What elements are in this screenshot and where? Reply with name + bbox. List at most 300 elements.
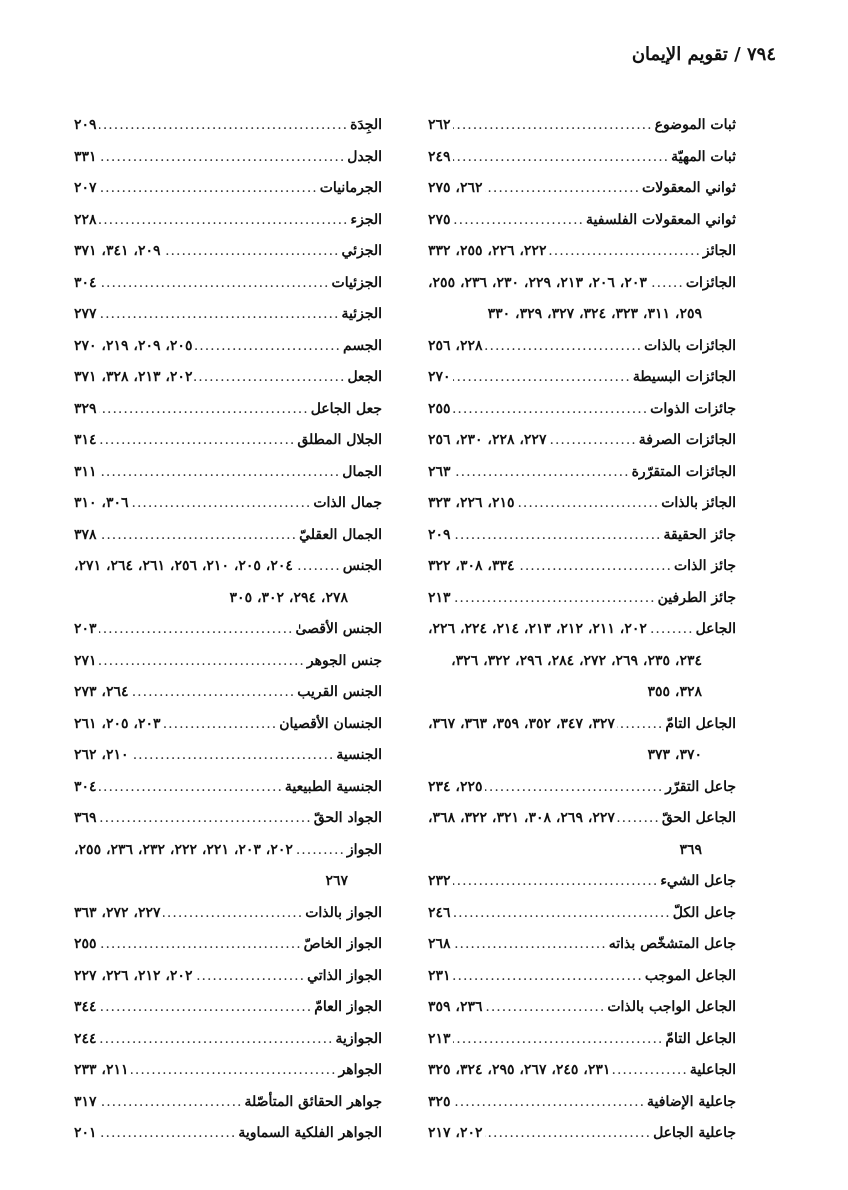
- index-page-numbers: ٣١١: [74, 463, 97, 480]
- dot-leader: [99, 394, 309, 426]
- index-page-numbers-continued: ٢٧٨، ٢٩٤، ٣٠٢، ٣٠٥: [229, 589, 348, 606]
- index-term: الجاعل التامّ: [665, 1030, 736, 1047]
- index-term: الجائز بالذات: [661, 495, 736, 511]
- index-page-numbers: ٣٧٨: [74, 526, 97, 543]
- index-entry: [428, 1118, 736, 1150]
- index-entry: [74, 236, 382, 268]
- dot-leader: [99, 992, 313, 1024]
- dot-leader: [548, 425, 636, 457]
- index-entry: [428, 488, 736, 520]
- index-term: جائز الحقيقة: [663, 526, 736, 543]
- dot-leader: [131, 1055, 337, 1087]
- dot-leader: [453, 205, 584, 237]
- dot-leader: [99, 299, 340, 331]
- index-entry-line: [74, 709, 382, 741]
- index-entry: [74, 425, 382, 457]
- dot-leader: [99, 268, 330, 300]
- index-entry: [74, 1087, 382, 1119]
- index-entry-line: [428, 772, 736, 804]
- index-page-numbers: ٢١٣: [428, 589, 451, 606]
- dot-leader: [163, 236, 340, 268]
- index-page-numbers: ٣٢٩: [74, 400, 97, 417]
- index-entry-line: [74, 520, 382, 552]
- index-entry: [428, 1024, 736, 1056]
- index-entry: [74, 740, 382, 772]
- index-term: الجاعل: [695, 621, 736, 637]
- index-entry-line: [428, 268, 736, 300]
- index-page-numbers: ٢٠١: [74, 1125, 97, 1141]
- dot-leader: [131, 740, 335, 772]
- dot-leader: [99, 205, 349, 237]
- index-page-numbers: ٣١٧: [74, 1093, 97, 1110]
- index-entry-line: [74, 929, 382, 961]
- index-entry: [428, 520, 736, 552]
- index-entry-line: [74, 1087, 382, 1119]
- index-term: الجعل: [347, 369, 382, 385]
- index-term: الجنسية الطبيعية: [284, 778, 382, 795]
- index-entry-line: [74, 772, 382, 804]
- index-entry-line: [74, 646, 382, 678]
- index-entry-line: [428, 1024, 736, 1056]
- index-entry-line: [74, 236, 382, 268]
- index-term: الجِدَة: [350, 117, 382, 133]
- index-entry-line: [428, 898, 736, 930]
- index-page-numbers: ٢٦٢: [428, 117, 451, 133]
- index-entry-line: [428, 1055, 736, 1087]
- index-entry-line: [428, 362, 736, 394]
- dot-leader: [453, 1024, 664, 1056]
- index-entry: [74, 992, 382, 1024]
- index-entry-line: [74, 961, 382, 993]
- dot-leader: [453, 583, 656, 615]
- index-entry: [428, 1055, 736, 1087]
- index-entry: [74, 1118, 382, 1150]
- index-page-numbers: ٢٠٢، ٢٠٣، ٢٢١، ٢٢٢، ٢٣٢، ٢٣٦، ٢٥٥،: [74, 841, 293, 858]
- index-entry-line: [74, 110, 382, 142]
- index-entry: [74, 110, 382, 142]
- index-entry: [428, 142, 736, 174]
- dot-leader: [453, 866, 659, 898]
- index-entry-line: [428, 551, 736, 583]
- index-term: الجاعل الحقّ: [661, 810, 736, 826]
- dot-leader: [453, 1087, 645, 1119]
- index-term: الجائزات الصرفة: [638, 432, 736, 448]
- index-term: الجائزات: [685, 274, 736, 291]
- index-entry: [74, 898, 382, 930]
- index-entry-line: [74, 1024, 382, 1056]
- index-term: الجاعلية: [689, 1062, 736, 1078]
- index-page-numbers: ٢٤٩: [428, 148, 451, 165]
- index-page-numbers: ٣٤٤: [74, 999, 97, 1015]
- index-page-numbers: ٢٠٣، ٢٠٦، ٢١٣، ٢٢٩، ٢٣٠، ٢٣٦، ٢٥٥،: [428, 274, 647, 291]
- index-page-numbers-continued: ٣٧٠، ٣٧٣: [647, 747, 702, 763]
- index-page-numbers: ٢٣٢: [428, 873, 451, 889]
- index-entry-line: [74, 1118, 382, 1150]
- dot-leader: [99, 646, 305, 678]
- index-term: جائز الطرفين: [657, 589, 736, 606]
- dot-leader: [163, 898, 304, 930]
- index-term: ثبات المهيّة: [671, 148, 736, 165]
- index-entry-line: [428, 394, 736, 426]
- index-entry: [74, 1024, 382, 1056]
- index-entry-line: [74, 394, 382, 426]
- dot-leader: [99, 142, 346, 174]
- index-term: ثواني المعقولات: [642, 180, 736, 196]
- index-page-numbers: ٢١٣: [428, 1030, 451, 1047]
- index-term: الجدل: [347, 148, 382, 165]
- dot-leader: [99, 1024, 334, 1056]
- index-entry-line: [428, 866, 736, 898]
- index-term: الجوازية: [335, 1030, 382, 1047]
- index-entry: [74, 142, 382, 174]
- dot-leader: [453, 520, 662, 552]
- dot-leader: [163, 709, 278, 741]
- index-page-numbers: ٢٠٢، ٢١٣، ٣٢٨، ٣٧١: [74, 369, 193, 385]
- index-entry: [74, 614, 382, 646]
- index-page-numbers-continued: ٢٥٩، ٣١١، ٣٢٣، ٣٢٤، ٣٢٧، ٣٢٩، ٣٣٠: [487, 306, 702, 322]
- index-page-numbers: ٢٧٠: [428, 369, 451, 385]
- dot-leader: [99, 425, 296, 457]
- index-entry-line: [74, 268, 382, 300]
- index-entry-line: [74, 551, 382, 583]
- index-term: الجاعل الواجب بالذات: [607, 999, 736, 1015]
- index-entry: [74, 1055, 382, 1087]
- index-page-numbers: ٣٣٤، ٣٠٨، ٣٢٢: [428, 558, 515, 574]
- dot-leader: [295, 835, 345, 867]
- index-entry: [74, 268, 382, 300]
- index-entry-line: [74, 898, 382, 930]
- index-term: الجواهر: [338, 1062, 382, 1078]
- index-entry-line: [428, 425, 736, 457]
- index-entry: [74, 551, 382, 614]
- index-entry: [428, 961, 736, 993]
- dot-leader: [194, 362, 345, 394]
- index-entry: [428, 551, 736, 583]
- index-term: الجنسية: [336, 747, 382, 763]
- index-page-numbers: ٢٢٨، ٢٥٦: [428, 337, 483, 354]
- index-page-numbers: ٣٦٩: [74, 810, 97, 826]
- dot-leader: [453, 394, 649, 426]
- index-term: الجائزات المتقرّرة: [631, 463, 736, 480]
- index-term: الجواز الذاتي: [307, 967, 382, 984]
- index-term: جاعل الكلّ: [672, 904, 736, 921]
- index-entry-line: [428, 929, 736, 961]
- dot-leader: [453, 142, 670, 174]
- index-term: الجواهر الفلكية السماوية: [238, 1125, 382, 1141]
- index-term: الجواز بالذات: [305, 904, 382, 921]
- dot-leader: [485, 173, 641, 205]
- index-term: الجزء: [350, 211, 382, 228]
- index-entry: [428, 929, 736, 961]
- index-term: الجائزات البسيطة: [632, 369, 736, 385]
- index-term: الجمال العقليّ: [299, 526, 382, 543]
- index-entry-line: [428, 142, 736, 174]
- dot-leader: [649, 614, 694, 646]
- index-entry-line: [74, 425, 382, 457]
- index-entry-line: [428, 520, 736, 552]
- index-term: جنس الجوهر: [306, 652, 382, 669]
- index-page-numbers-continued: ٢٦٧: [325, 873, 348, 889]
- index-entry: [428, 425, 736, 457]
- index-entry-line: [74, 205, 382, 237]
- index-page-numbers: ٣٠٦، ٣١٠: [74, 495, 129, 511]
- index-term: ثواني المعقولات الفلسفية: [586, 211, 736, 228]
- index-page-numbers: ٢٧٥: [428, 211, 451, 228]
- index-page-numbers: ٢٧٧: [74, 306, 97, 322]
- index-page-numbers: ٢٢٨: [74, 211, 97, 228]
- index-entry: [428, 173, 736, 205]
- index-entry: [428, 898, 736, 930]
- index-entry: [428, 614, 736, 709]
- dot-leader: [99, 1087, 243, 1119]
- index-entry-line: [74, 740, 382, 772]
- index-entry-line: [428, 488, 736, 520]
- dot-leader: [194, 961, 305, 993]
- index-entry: [74, 394, 382, 426]
- index-page-numbers: ٢٤٤: [74, 1030, 97, 1047]
- index-entry: [428, 457, 736, 489]
- index-page-numbers: ٣١٤: [74, 432, 97, 448]
- index-term: جاعلية الإضافية: [647, 1093, 736, 1110]
- index-term: الجواد الحقّ: [313, 810, 382, 826]
- index-entry-line: [74, 835, 382, 867]
- dot-leader: [99, 457, 341, 489]
- index-entry-line: [428, 331, 736, 363]
- dot-leader: [99, 520, 298, 552]
- index-page-numbers-continued: ٢٣٤، ٢٣٥، ٢٦٩، ٢٧٢، ٢٨٤، ٢٩٦، ٣٢٢، ٣٢٦،: [451, 652, 702, 669]
- index-entry-line: [428, 583, 736, 615]
- index-entry: [74, 929, 382, 961]
- dot-leader: [99, 803, 312, 835]
- index-term: الجسم: [343, 337, 382, 354]
- index-page-numbers: ٢٦٨: [428, 936, 451, 952]
- index-entry: [428, 709, 736, 772]
- index-page-numbers: ٢٣١، ٢٤٥، ٢٦٧، ٢٩٥، ٣٢٤، ٣٢٥: [428, 1062, 611, 1078]
- index-term: الجزئية: [341, 306, 382, 322]
- index-entry-line: [74, 299, 382, 331]
- index-entry-line: [428, 803, 736, 835]
- index-page-numbers: ٢١٥، ٢٢٦، ٣٢٣: [428, 495, 515, 511]
- index-page-numbers: ٣٠٤: [74, 778, 97, 795]
- index-entry: [74, 173, 382, 205]
- index-entry-line: [74, 488, 382, 520]
- index-entry-line: [428, 1087, 736, 1119]
- dot-leader: [485, 772, 664, 804]
- index-term: الجنس القريب: [297, 684, 382, 700]
- dot-leader: [485, 1118, 652, 1150]
- index-entry-line: [74, 1055, 382, 1087]
- index-page-numbers: ٢٥٥: [428, 400, 451, 417]
- index-term: الجاعل الموجب: [644, 967, 736, 984]
- index-page-numbers: ٢٢٢، ٢٢٦، ٢٥٥، ٣٣٢: [428, 243, 547, 259]
- index-entry-line: [428, 709, 736, 741]
- index-page-numbers: ٢١٠، ٢٦٢: [74, 747, 129, 763]
- index-entry: [428, 362, 736, 394]
- index-column-right: [428, 110, 736, 1150]
- index-entry-line: [428, 614, 736, 646]
- index-page-numbers: ٢٧١: [74, 652, 97, 669]
- index-page-numbers: ٣٣١: [74, 148, 97, 165]
- index-page-numbers: ٢١١، ٢٣٣: [74, 1062, 129, 1078]
- index-entry-line: [74, 173, 382, 205]
- index-entry-line: [428, 992, 736, 1024]
- index-entry-line: [428, 457, 736, 489]
- index-page-numbers: ٣٢٥: [428, 1093, 451, 1110]
- index-page-numbers: ٢٦٢، ٢٧٥: [428, 180, 483, 196]
- index-entry-line: [428, 110, 736, 142]
- dot-leader: [99, 110, 349, 142]
- index-entry: [428, 866, 736, 898]
- index-entry: [428, 236, 736, 268]
- dot-leader: [194, 331, 341, 363]
- page-header: ٧٩٤ / تقويم الإيمان: [631, 44, 776, 65]
- index-term: الجمال: [342, 463, 382, 480]
- index-entry-line: [428, 1118, 736, 1150]
- index-entry-line: [428, 205, 736, 237]
- index-term: الجزئيات: [331, 274, 382, 291]
- dot-leader: [99, 614, 294, 646]
- index-term: جواهر الحقائق المتأصّلة: [244, 1093, 382, 1110]
- index-page-numbers: ٢٠٩، ٣٤١، ٣٧١: [74, 243, 161, 259]
- dot-leader: [485, 992, 606, 1024]
- index-term: ثبات الموضوع: [654, 117, 736, 133]
- index-entry: [428, 772, 736, 804]
- index-entry: [74, 299, 382, 331]
- index-page-numbers: ٢٠٢، ٢١١، ٢١٢، ٢١٣، ٢١٤، ٢٢٤، ٢٢٦،: [428, 621, 647, 637]
- index-entry: [428, 110, 736, 142]
- dot-leader: [99, 1118, 237, 1150]
- index-term: الجرمانيات: [319, 180, 382, 196]
- index-page-numbers: ٣٢٧، ٣٤٧، ٣٥٢، ٣٥٩، ٣٦٣، ٣٦٧،: [428, 715, 615, 732]
- index-entry: [428, 583, 736, 615]
- index-term: جائز الذات: [674, 558, 736, 574]
- dot-leader: [131, 488, 312, 520]
- index-page-numbers-continued: ٣٦٩: [679, 841, 702, 858]
- index-entry: [74, 803, 382, 835]
- dot-leader: [453, 929, 607, 961]
- dot-leader: [295, 551, 341, 583]
- index-page-numbers: ٢٦٤، ٢٧٣: [74, 684, 129, 700]
- index-entry-line: [74, 614, 382, 646]
- index-term: جاعل المتشخّص بذاته: [608, 936, 736, 952]
- index-term: الجواز العامّ: [314, 999, 382, 1015]
- dot-leader: [485, 331, 643, 363]
- index-term: جعل الجاعل: [310, 400, 382, 417]
- index-entry: [428, 992, 736, 1024]
- index-page-numbers: ٢٥٥: [74, 936, 97, 952]
- index-entry: [74, 677, 382, 709]
- index-column-left: [74, 110, 382, 1150]
- dot-leader: [131, 677, 296, 709]
- index-page-numbers: ٢٢٧، ٢٢٨، ٢٣٠، ٢٥٦: [428, 432, 547, 448]
- index-entry: [74, 362, 382, 394]
- index-term: جاعل الشيء: [660, 873, 736, 889]
- index-page-numbers: ٢٢٧، ٢٦٩، ٣٠٨، ٣٢١، ٣٢٢، ٣٦٨،: [428, 810, 615, 826]
- index-term: الجواز الخاصّ: [303, 936, 382, 952]
- index-term: الجنس: [342, 558, 382, 574]
- index-page-numbers: ٢٠٣: [74, 621, 97, 637]
- index-page-numbers: ٢٤٦: [428, 904, 451, 921]
- index-entry: [428, 331, 736, 363]
- index-page-numbers: ٢٠٥، ٢٠٩، ٢١٩، ٢٧٠: [74, 337, 193, 354]
- index-page-numbers: ٢٢٧، ٢٧٢، ٣٦٣: [74, 904, 161, 921]
- index-term: الجائز: [702, 243, 736, 259]
- index-term: الجواز: [346, 841, 382, 858]
- index-page-numbers: ٢٠٩: [74, 117, 97, 133]
- dot-leader: [453, 961, 643, 993]
- index-term: جاعل التقرّر: [665, 778, 736, 795]
- index-entry-line: [74, 362, 382, 394]
- dot-leader: [453, 362, 631, 394]
- index-term: الجاعل التامّ: [665, 715, 736, 732]
- dot-leader: [517, 488, 660, 520]
- index-page-numbers: ٣٠٤: [74, 274, 97, 291]
- index-entry-line: [428, 173, 736, 205]
- index-entry-line: [428, 236, 736, 268]
- index-entry-line: [74, 331, 382, 363]
- index-page-numbers: ٢٦٣: [428, 463, 451, 480]
- index-term: الجنس الأقصىٰ: [295, 621, 382, 637]
- index-entry: [428, 803, 736, 866]
- index-page-numbers: ٢٠٣، ٢٠٥، ٢٦١: [74, 715, 161, 732]
- dot-leader: [649, 268, 684, 300]
- index-entry: [74, 709, 382, 741]
- index-entry-line: [74, 803, 382, 835]
- index-entry: [74, 520, 382, 552]
- index-entry-line: [74, 992, 382, 1024]
- index-entry: [74, 772, 382, 804]
- index-page-numbers: ٢٠٧: [74, 180, 97, 196]
- dot-leader: [453, 898, 671, 930]
- index-term: الجائزات بالذات: [644, 337, 736, 354]
- index-entry: [74, 488, 382, 520]
- index-page-numbers: ٢٣١: [428, 967, 451, 984]
- dot-leader: [99, 929, 302, 961]
- dot-leader: [617, 709, 663, 741]
- index-entry: [428, 394, 736, 426]
- dot-leader: [517, 551, 673, 583]
- index-entry-line: [74, 142, 382, 174]
- index-page-numbers-continued: ٣٢٨، ٣٥٥: [647, 684, 702, 700]
- dot-leader: [617, 803, 660, 835]
- index-entry: [74, 205, 382, 237]
- index-entry: [74, 835, 382, 898]
- dot-leader: [453, 110, 653, 142]
- index-page-numbers: ٢٠٩: [428, 526, 451, 543]
- index-entry: [74, 457, 382, 489]
- index-entry: [74, 331, 382, 363]
- dot-leader: [612, 1055, 687, 1087]
- index-entry: [74, 646, 382, 678]
- index-page-numbers: ٢٠٢، ٢١٢، ٢٢٦، ٢٢٧: [74, 967, 193, 984]
- index-entry-line: [74, 677, 382, 709]
- dot-leader: [453, 457, 630, 489]
- index-term: الجزئي: [341, 243, 382, 259]
- index-page-numbers: ٢٠٤، ٢٠٥، ٢١٠، ٢٥٦، ٢٦١، ٢٦٤، ٢٧١،: [74, 558, 293, 574]
- index-page-numbers: ٢٠٢، ٢١٧: [428, 1125, 483, 1141]
- index-page-numbers: ٢٣٦، ٣٥٩: [428, 999, 483, 1015]
- index-entry-line: [74, 457, 382, 489]
- index-entry: [428, 268, 736, 331]
- index-entry: [428, 1087, 736, 1119]
- index-entry: [428, 205, 736, 237]
- index-term: الجنسان الأقصيان: [279, 715, 382, 732]
- index-entry-line: [428, 961, 736, 993]
- index-page-numbers: ٢٢٥، ٢٣٤: [428, 778, 483, 795]
- index-entry: [74, 961, 382, 993]
- index-term: الجلال المطلق: [297, 432, 382, 448]
- index-term: جائزات الذوات: [650, 400, 736, 417]
